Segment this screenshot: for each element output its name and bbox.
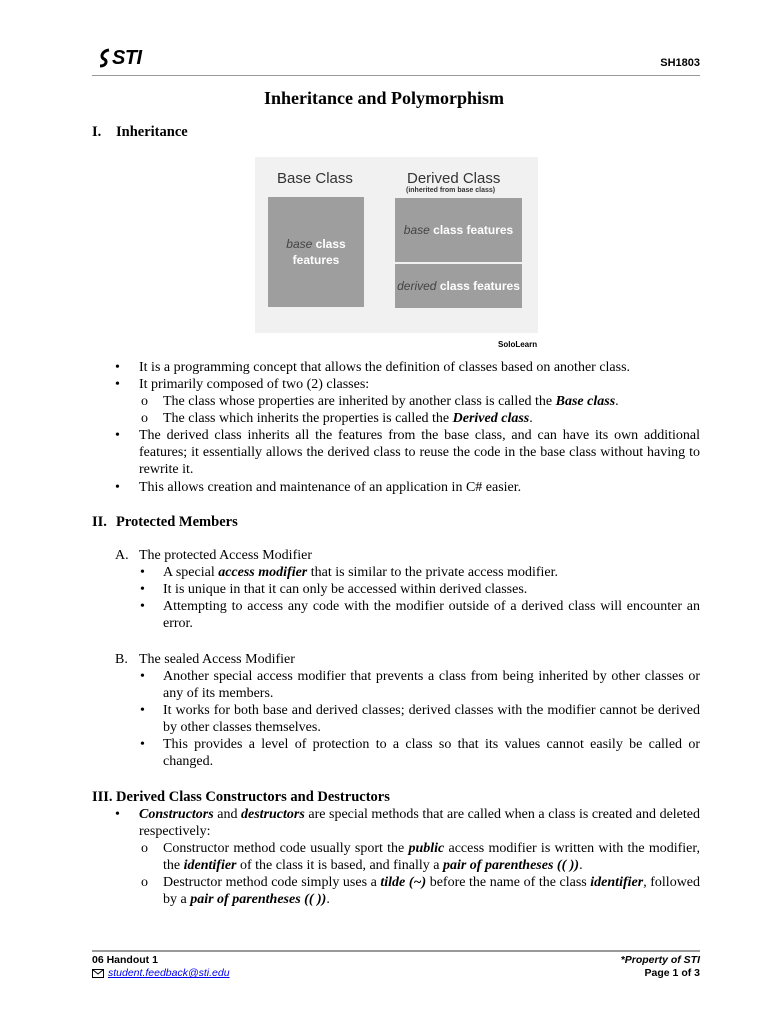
sti-logo xyxy=(98,46,142,70)
bullet-dot: • xyxy=(140,565,145,580)
sub-bullet: o xyxy=(141,394,148,409)
protected-list-a xyxy=(115,547,700,632)
subsection-heading: A. The protected Access Modifier xyxy=(115,548,312,563)
constructors-list xyxy=(115,806,700,908)
list-item: • It is a programming concept that allows the definition of classes based on another class. xyxy=(115,360,631,375)
list-item: • Attempting to access any code with the modifier outside of a derived class will encounter an error. xyxy=(140,599,700,631)
list-item: • Another special access modifier that prevents a class from being inherited by other classes or any of its members. xyxy=(140,669,700,701)
section-heading-protected: II. Protected Members xyxy=(92,514,238,530)
bullet-dot: • xyxy=(140,669,145,684)
list-item: o The class whose properties are inherited by another class is called the Base class. xyxy=(141,394,619,409)
bullet-dot: • xyxy=(115,377,120,392)
section-heading-inheritance: I. Inheritance xyxy=(92,124,188,140)
footer-page-number: Page 1 of 3 xyxy=(644,967,700,979)
page-title: Inheritance and Polymorphism xyxy=(263,88,504,108)
subsection-heading: B. The sealed Access Modifier xyxy=(115,652,295,667)
list-item: • This allows creation and maintenance of an application in C# easier. xyxy=(115,480,522,495)
list-item: • The derived class inherits all the features from the base class, and can have its own additional features; it essentially allows the derived class to reuse the code in the base class without having to rewrite it. xyxy=(115,428,700,477)
sub-bullet: o xyxy=(141,841,148,856)
base-class-title: Base Class xyxy=(277,170,353,187)
list-item: • It primarily composed of two (2) classes: xyxy=(115,377,370,392)
header-divider xyxy=(92,75,700,76)
doc-code: SH1803 xyxy=(660,57,700,69)
logo-text: STI xyxy=(112,46,142,69)
sti-logo-swoosh-icon xyxy=(98,48,112,68)
derived-class-subtitle: (inherited from base class) xyxy=(406,187,496,194)
protected-list-b xyxy=(115,651,700,770)
footer-property: *Property of STI xyxy=(620,954,700,966)
bullet-dot: • xyxy=(140,582,145,597)
footer-handout: 06 Handout 1 xyxy=(92,954,158,966)
list-item: • This provides a level of protection to a class so that its values cannot easily be called or changed. xyxy=(140,737,700,769)
sub-bullet: o xyxy=(141,875,148,890)
list-item: o Destructor method code simply uses a tilde (~) before the name of the class identifier, followed by a pair of parentheses (( )). xyxy=(141,875,701,907)
base-class-features-box: base class features xyxy=(268,197,364,307)
list-item: • A special access modifier that is similar to the private access modifier. xyxy=(140,565,559,580)
list-item: • It is unique in that it can only be accessed within derived classes. xyxy=(140,582,528,597)
derived-own-features-box: derived class features xyxy=(395,264,522,308)
footer-email-row xyxy=(92,967,230,979)
sub-bullet: o xyxy=(141,411,148,426)
figure-credit: SoloLearn xyxy=(498,340,538,349)
derived-class-title: Derived Class xyxy=(407,170,501,187)
bullet-dot: • xyxy=(140,599,145,614)
bullet-dot: • xyxy=(115,360,120,375)
bullet-dot: • xyxy=(140,703,145,718)
bullet-dot: • xyxy=(115,428,120,443)
list-item: o Constructor method code usually sport the public access modifier is written with the modifier, the identifier of the class it is based, and finally a pair of parentheses (( )). xyxy=(141,841,700,873)
inheritance-diagram xyxy=(255,157,538,333)
footer-divider xyxy=(92,950,700,952)
bullet-dot: • xyxy=(115,807,120,822)
bullet-dot: • xyxy=(140,737,145,752)
envelope-icon xyxy=(92,969,104,978)
section-heading-constructors: III. Derived Class Constructors and Destructors xyxy=(92,789,390,805)
derived-base-features-box: base class features xyxy=(395,198,522,262)
list-item: • Constructors and destructors are special methods that are called when a class is created and deleted respectively: xyxy=(115,807,700,839)
list-item: • It works for both base and derived classes; derived classes with the modifier cannot be derived by other classes themselves. xyxy=(140,703,700,735)
list-item: o The class which inherits the properties is called the Derived class. xyxy=(141,411,533,426)
feedback-email-link[interactable]: student.feedback@sti.edu xyxy=(108,967,230,979)
bullet-dot: • xyxy=(115,480,120,495)
inheritance-list xyxy=(115,359,700,496)
